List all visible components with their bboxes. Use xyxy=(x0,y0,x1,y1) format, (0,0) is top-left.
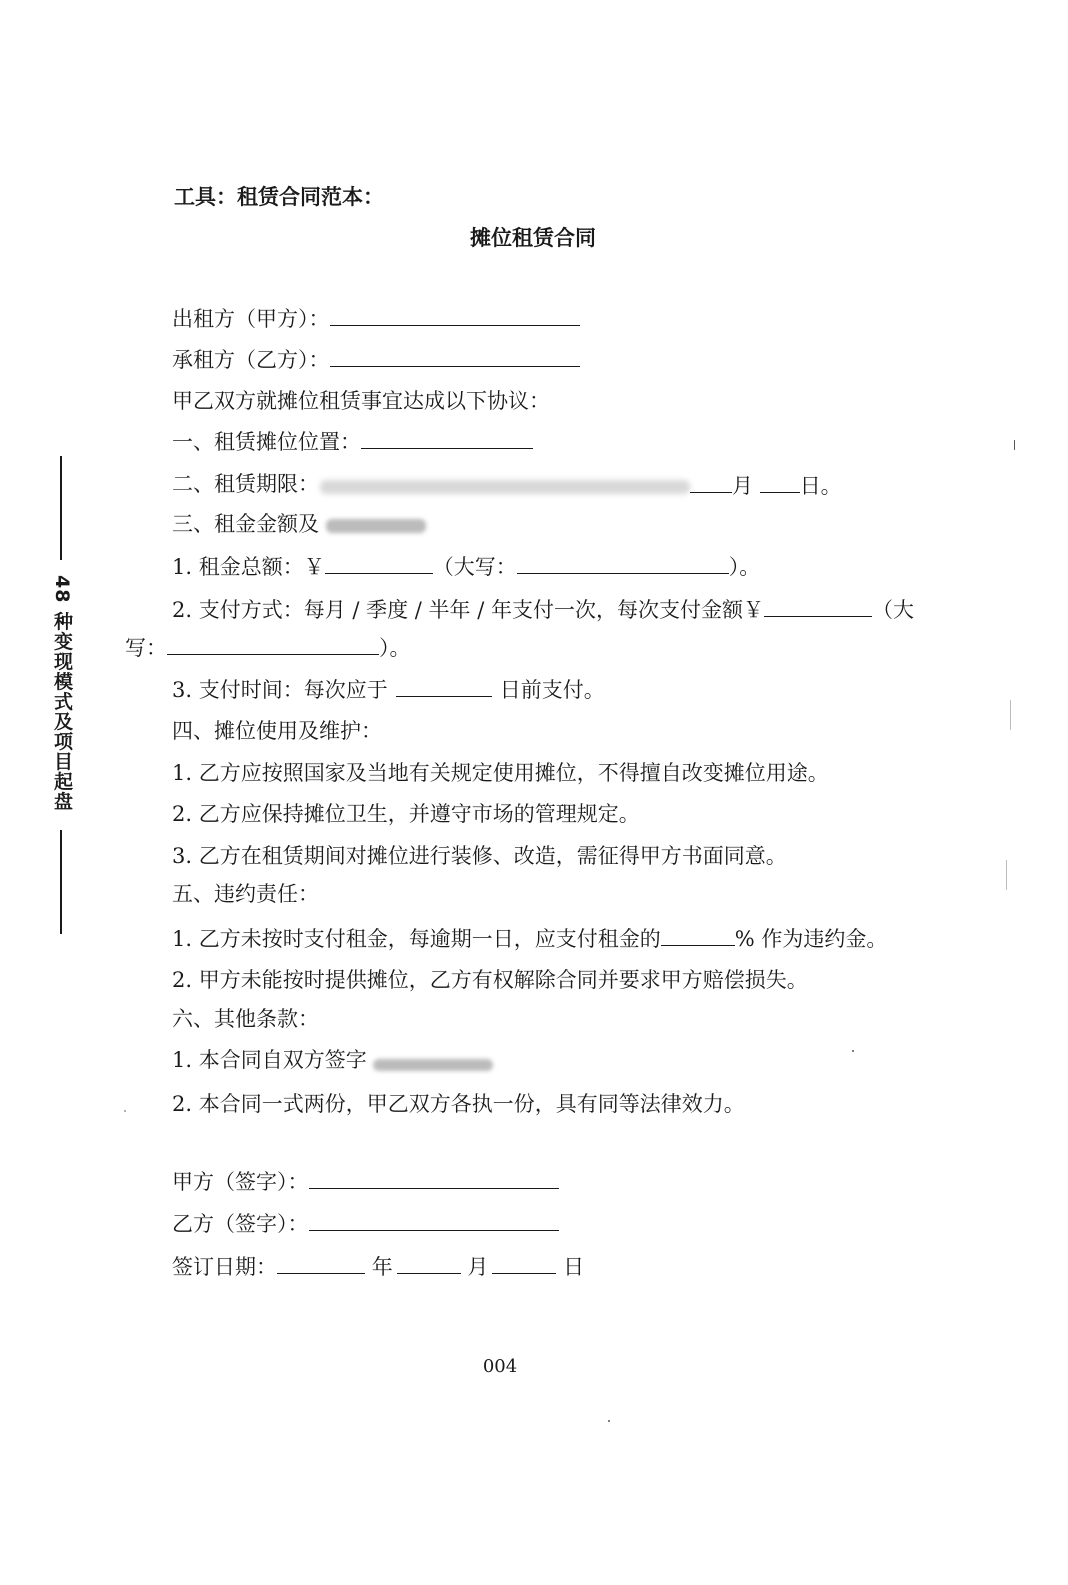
rent-amount-blank xyxy=(325,553,433,574)
section-1-label: 一、租赁摊位位置： xyxy=(172,430,361,454)
party-a-blank xyxy=(309,1168,559,1189)
section-3-row xyxy=(172,510,426,538)
payment-cont-end: ）。 xyxy=(379,636,411,660)
section-6-item-1-row xyxy=(172,1046,493,1074)
rent-words-blank xyxy=(517,553,729,574)
payment-words-blank xyxy=(167,634,379,655)
payment-date-blank xyxy=(396,676,492,697)
location-blank xyxy=(361,428,533,449)
sign-day-blank xyxy=(492,1253,556,1274)
penalty-prefix: 1. 乙方未按时支付租金，每逾期一日，应支付租金的 xyxy=(172,927,661,951)
side-rule-top xyxy=(60,456,62,560)
penalty-percent-blank xyxy=(661,925,735,946)
section-4-item-1: 1. 乙方应按照国家及当地有关规定使用摊位，不得擅自改变摊位用途。 xyxy=(172,761,829,785)
tool-label: 工具：租赁合同范本： xyxy=(174,184,384,209)
section-4-item-3: 3. 乙方在租赁期间对摊位进行装修、改造，需征得甲方书面同意。 xyxy=(172,844,787,868)
section-2-date xyxy=(690,472,842,500)
lessor-blank xyxy=(330,305,580,326)
payment-method-cont xyxy=(125,634,411,662)
lessor-row xyxy=(172,305,580,333)
term-blank-1 xyxy=(690,472,732,493)
section-6-item-2: 2. 本合同一式两份，甲乙双方各执一份，具有同等法律效力。 xyxy=(172,1092,745,1116)
sign-date-row xyxy=(172,1253,584,1281)
section-4-item-2: 2. 乙方应保持摊位卫生，并遵守市场的管理规定。 xyxy=(172,802,640,826)
section-2-label: 二、租赁期限： xyxy=(172,472,319,496)
section-4-label: 四、摊位使用及维护： xyxy=(172,719,382,743)
scan-speck xyxy=(1010,700,1011,730)
rent-total-end: ）。 xyxy=(728,555,761,579)
payment-time-prefix: 3. 支付时间：每次应于 xyxy=(172,678,388,702)
payment-amount-blank xyxy=(764,596,872,617)
payment-cont-label: 写： xyxy=(125,636,167,660)
torn-text-smudge-2 xyxy=(373,1059,493,1071)
rent-total-row xyxy=(172,553,760,581)
term-day: 日。 xyxy=(799,474,842,498)
sign-year: 年 xyxy=(371,1255,393,1279)
document-title: 摊位租赁合同 xyxy=(470,225,596,250)
sign-day: 日 xyxy=(563,1255,585,1279)
penalty-end: % 作为违约金。 xyxy=(734,927,888,951)
party-a-signature-row xyxy=(172,1168,559,1196)
section-1-row xyxy=(172,428,533,456)
torn-text-smudge xyxy=(326,519,426,533)
lessee-blank xyxy=(330,346,580,367)
scan-speck xyxy=(1014,440,1015,450)
section-6-item-1: 1. 本合同自双方签字 xyxy=(172,1048,367,1072)
sign-date-label: 签订日期： xyxy=(172,1255,277,1279)
scan-speck xyxy=(852,1050,854,1052)
sign-year-blank xyxy=(277,1253,365,1274)
party-b-label: 乙方（签字）： xyxy=(172,1212,309,1236)
lessee-label: 承租方（乙方）： xyxy=(172,348,330,372)
rent-total-prefix: 1. 租金总额：￥ xyxy=(172,555,325,579)
section-6-label: 六、其他条款： xyxy=(172,1007,319,1031)
section-3-label: 三、租金金额及 xyxy=(172,512,319,536)
payment-method-row xyxy=(172,596,914,624)
side-rule-bottom xyxy=(60,830,62,934)
payment-method-end: （大 xyxy=(872,598,914,622)
lessee-row xyxy=(172,346,580,374)
section-5-label: 五、违约责任： xyxy=(172,882,319,906)
intro-text: 甲乙双方就摊位租赁事宜达成以下协议： xyxy=(172,389,550,413)
term-blank-2 xyxy=(760,472,800,493)
lessor-label: 出租方（甲方）： xyxy=(172,307,330,331)
party-a-label: 甲方（签字）： xyxy=(172,1170,309,1194)
payment-time-row xyxy=(172,676,605,704)
party-b-blank xyxy=(309,1210,559,1231)
sign-month: 月 xyxy=(467,1255,489,1279)
sign-month-blank xyxy=(397,1253,461,1274)
side-tab-label: 48 种变现模式及项目起盘 xyxy=(51,575,73,812)
party-b-signature-row xyxy=(172,1210,559,1238)
scan-speck xyxy=(124,1110,126,1112)
section-5-item-2: 2. 甲方未能按时提供摊位，乙方有权解除合同并要求甲方赔偿损失。 xyxy=(172,968,808,992)
rent-total-mid: （大写： xyxy=(432,555,517,579)
page-number: 004 xyxy=(482,1356,518,1377)
scan-speck xyxy=(608,1420,610,1422)
payment-time-end: 日前支付。 xyxy=(499,678,605,702)
payment-method-prefix: 2. 支付方式：每月 / 季度 / 半年 / 年支付一次，每次支付金额￥ xyxy=(172,598,764,622)
redaction-smudge xyxy=(320,480,690,494)
scan-speck xyxy=(1006,860,1007,890)
section-5-item-1 xyxy=(172,925,887,953)
term-month: 月 xyxy=(732,474,753,498)
